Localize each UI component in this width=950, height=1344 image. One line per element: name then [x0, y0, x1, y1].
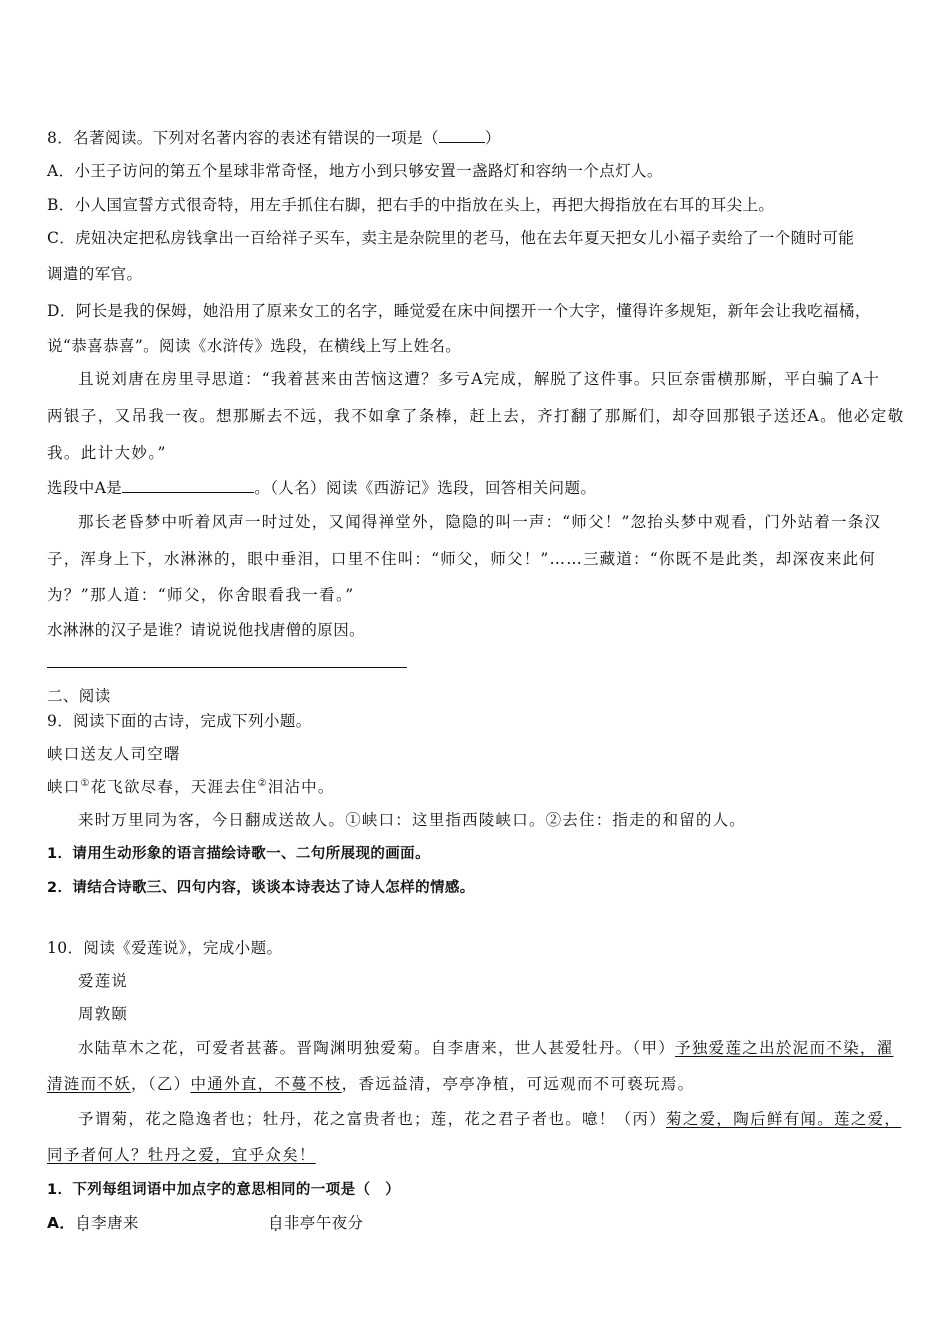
poem-line2-and-notes: 来时万里同为客，今日翻成送故人。①峡口：这里指西陵峡口。②去住：指走的和留的人。	[78, 811, 747, 829]
poem-line1-part3: 泪沾中。	[267, 778, 335, 796]
q10-stem: 10．阅读《爱莲说》，完成小题。	[47, 939, 283, 957]
q8-fill-prefix: 选段中A是	[47, 479, 123, 497]
poem-line1-part1: 峡口	[47, 778, 81, 796]
xiyou-excerpt-line3: 为？”那人道：“师父，你舍眼看我一看。”	[47, 586, 355, 604]
footnote-marker-2: ②	[257, 777, 268, 789]
underlined-sentence-jia-end: 清涟而不妖	[47, 1075, 132, 1093]
shuihu-excerpt-line1: 且说刘唐在房里寻思道：“我着甚来由苦恼这遭？多亏A完成，解脱了这件事。只叵奈雷横那厮，平白骗了A十	[78, 370, 881, 388]
q9-subquestion-1: 1．请用生动形象的语言描绘诗歌一、二句所展现的画面。	[47, 846, 430, 862]
underlined-sentence-yi: 中通外直，不蔓不枝	[190, 1075, 342, 1093]
q8-stem	[47, 128, 501, 148]
q8-stem-text: 8．名著阅读。下列对名著内容的表述有错误的一项是（	[47, 129, 439, 147]
q8-option-c-line2: 调遣的军官。	[47, 265, 143, 283]
essay-para2-line2	[47, 1145, 316, 1165]
essay-text: ，（乙）	[131, 1075, 191, 1093]
q8-option-a: A．小王子访问的第五个星球非常奇怪，地方小到只够安置一盏路灯和容纳一个点灯人。	[47, 162, 663, 180]
q8-stem-close: ）	[484, 129, 501, 147]
underlined-sentence-jia: 予独爱莲之出於泥而不染，濯	[675, 1039, 894, 1057]
q9-subquestion-2: 2．请结合诗歌三、四句内容，谈谈本诗表达了诗人怎样的情感。	[47, 880, 475, 896]
footnote-marker-1: ①	[80, 777, 91, 789]
underlined-sentence-bing-end: 同予者何人？牡丹之爱，宜乎众矣！	[47, 1146, 316, 1164]
answer-line[interactable]	[47, 667, 407, 668]
shuihu-excerpt-line2: 两银子，又吊我一夜。想那厮去不远，我不如拿了条棒，赶上去，齐打翻了那厮们，却夺回那银子送还A。他必定敬	[47, 407, 905, 425]
dotted-char: 自	[268, 1214, 284, 1232]
shuihu-excerpt-line3: 我。此计大妙。”	[47, 444, 167, 462]
essay-text: ，香远益清，亭亭净植，可远观而不可亵玩焉。	[341, 1075, 695, 1093]
option-a-phrase1: 李唐来	[91, 1214, 139, 1232]
q9-stem: 9．阅读下面的古诗，完成下列小题。	[47, 712, 312, 730]
q8-option-d-line2: 说“恭喜恭喜”。阅读《水浒传》选段，在横线上写上姓名。	[47, 337, 462, 355]
underlined-sentence-bing: 菊之爱，陶后鲜有闻。莲之爱，	[666, 1110, 902, 1128]
poem-line1-part2: 花飞欲尽春，天涯去住	[90, 778, 258, 796]
q10-option-a	[47, 1213, 139, 1233]
person-name-blank[interactable]	[122, 478, 254, 493]
q8-fill-suffix: 。（人名）阅读《西游记》选段，回答相关问题。	[254, 479, 597, 497]
q8-answer-blank[interactable]	[439, 128, 485, 143]
essay-text: 予谓菊，花之隐逸者也；牡丹，花之富贵者也；莲，花之君子者也。噫！（丙）	[78, 1110, 667, 1128]
option-a-label: A．	[47, 1214, 76, 1232]
essay-para1-line2	[47, 1074, 694, 1094]
q8-option-b: B．小人国宣誓方式很奇特，用左手抓住右脚，把右手的中指放在头上，再把大拇指放在右耳的耳尖上。	[47, 196, 775, 214]
xiyou-excerpt-line2: 子，浑身上下，水淋淋的，眼中垂泪，口里不住叫：“师父，师父！”……三藏道：“你既不是此类，却深夜来此何	[47, 550, 876, 568]
essay-para2-line1	[78, 1109, 901, 1129]
q8-open-question: 水淋淋的汉子是谁？请说说他找唐僧的原因。	[47, 621, 366, 639]
essay-text: 水陆草木之花，可爱者甚蕃。晋陶渊明独爱菊。自李唐来，世人甚爱牡丹。（甲）	[78, 1039, 676, 1057]
q8-fill-line	[47, 478, 596, 498]
q8-option-c-line1: C．虎妞决定把私房钱拿出一百给祥子买车，卖主是杂院里的老马，他在去年夏天把女儿小福子卖给了一个随时可能	[47, 229, 855, 247]
dotted-char: 自	[75, 1214, 92, 1232]
xiyou-excerpt-line1: 那长老昏梦中听着风声一时过处，又闻得禅堂外，隐隐的叫一声：“师父！”忽抬头梦中观看，门外站着一条汉	[78, 513, 882, 531]
poem-line1	[47, 777, 335, 797]
essay-author: 周敦颐	[78, 1005, 129, 1023]
q10-subquestion-1: 1．下列每组词语中加点字的意思相同的一项是（ ）	[47, 1182, 401, 1198]
essay-title: 爱莲说	[78, 972, 129, 990]
option-a-phrase2: 非亭午夜分	[283, 1214, 364, 1232]
q10-option-a-pair	[268, 1213, 363, 1233]
section-heading: 二、阅读	[47, 687, 111, 705]
poem-title: 峡口送友人司空曙	[47, 745, 181, 763]
q8-option-d-line1: D．阿长是我的保姆，她沿用了原来女工的名字，睡觉爱在床中间摆开一个大字，懂得许多规矩，新年会让我吃福橘，	[47, 302, 871, 320]
essay-para1-line1	[78, 1038, 893, 1058]
